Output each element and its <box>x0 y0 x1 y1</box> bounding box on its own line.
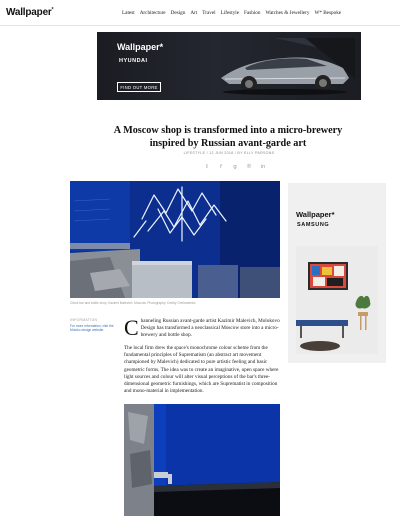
facebook-icon[interactable]: f <box>220 164 222 170</box>
hero-image[interactable] <box>70 181 280 298</box>
nav-item-lifestyle[interactable]: Lifestyle <box>220 10 240 16</box>
twitter-icon[interactable]: 𝕥 <box>205 164 209 170</box>
nav-item-watches-jewellery[interactable]: Watches & Jewellery <box>265 10 310 16</box>
ad-brand-wallpaper: Wallpaper* <box>117 42 164 52</box>
information-sidebar <box>70 318 118 333</box>
find-out-more-button[interactable]: FIND OUT MORE <box>117 82 161 92</box>
ad-sponsor-hyundai: HYUNDAI <box>119 58 148 64</box>
information-link[interactable]: For more information, visit the Moloko design website <box>70 323 114 333</box>
article-headline: A Moscow shop is transformed into a micro-brewery inspired by Russian avant-garde art <box>113 125 343 149</box>
nav-item-latest[interactable]: Latest <box>122 10 135 16</box>
site-logo[interactable]: Wallpaper* <box>6 7 54 18</box>
sidebar-ad-brand: Wallpaper* <box>296 210 335 219</box>
second-photo-illustration <box>124 404 280 516</box>
nav-item-art[interactable]: Art <box>190 10 198 16</box>
article-byline: LIFESTYLE / 12 JUN 2018 / BY ELLY PARSONS <box>183 151 275 155</box>
nav-item-travel[interactable]: Travel <box>202 10 216 16</box>
top-banner-ad[interactable] <box>97 32 361 100</box>
main-nav <box>122 10 341 16</box>
pinterest-icon[interactable]: ℗ <box>246 164 252 170</box>
nav-item-fashion[interactable]: Fashion <box>244 10 261 16</box>
nav-item-architecture[interactable]: Architecture <box>139 10 166 16</box>
social-share-bar <box>204 164 266 170</box>
nav-item-bespoke[interactable]: W* Bespoke <box>314 10 342 16</box>
top-navigation-bar <box>0 0 400 26</box>
nav-item-design[interactable]: Design <box>170 10 186 16</box>
information-label: INFORMATION <box>70 318 98 322</box>
hero-photo-illustration <box>70 181 280 298</box>
google-plus-icon[interactable]: g <box>233 164 237 170</box>
article-image-2[interactable] <box>124 404 280 516</box>
hero-caption: Citrus bar and bottle shop, Kazimir Malevich, Moscow. Photography: Dmitry Chebanenko <box>70 301 196 305</box>
linkedin-icon[interactable]: in <box>260 164 266 170</box>
car-image <box>215 38 355 98</box>
sidebar-ad-image[interactable] <box>296 246 378 354</box>
living-room-illustration <box>296 246 378 354</box>
sidebar-ad-sponsor: SAMSUNG <box>297 222 330 228</box>
article-body <box>124 315 280 401</box>
article-paragraph-2: The local firm drew the space's monochrome colour scheme from the fundamental principles of Suprematism (an abstract art movement championed by Malevich) dedicated to pure artistic feeling and basic geometric forms. The idea was to create an imaginative, open space where light sources and colour will alter visual perceptions of the bar's three-dimensional geometric furnishings, which are Suprematist in composition and mono-material in implementation. <box>124 345 279 394</box>
drop-cap: C <box>124 315 139 340</box>
article-paragraph-1: Channeling Russian avant-garde artist Kazimir Malevich, Molokovo Design has transformed a neoclassical Moscow store into a micro-brewery and bottle shop. <box>124 315 280 340</box>
